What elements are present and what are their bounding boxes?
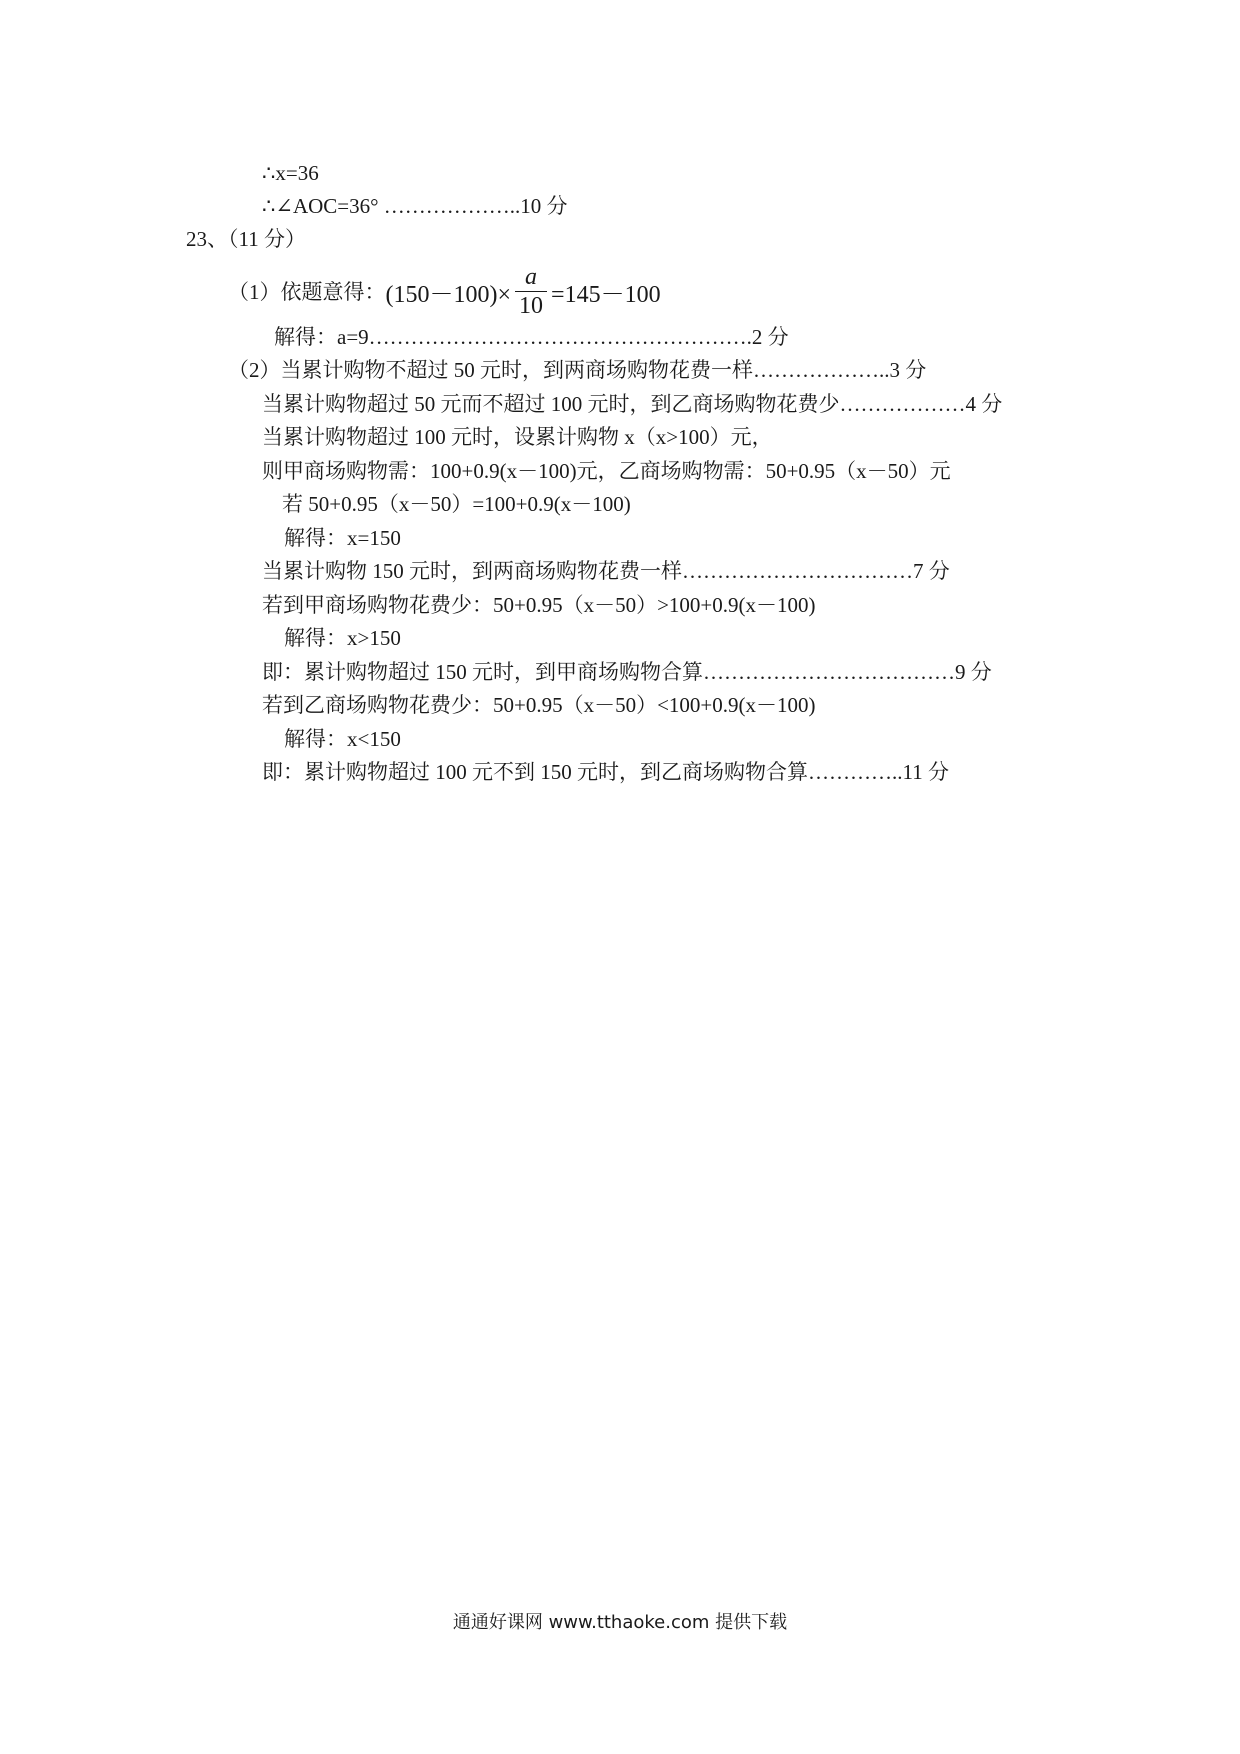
part-2-line-1: （2）当累计购物不超过 50 元时，到两商场购物花费一样………………..3 分 [228,358,927,382]
equation-math [386,263,661,320]
part-2-line-9: 解得：x>150 [284,626,401,650]
equation-right: =145－100 [551,281,661,308]
part-2-line-5: 若 50+0.95（x－50）=100+0.9(x－100) [282,492,631,516]
part-2-line-4: 则甲商场购物需：100+0.9(x－100)元，乙商场购物需：50+0.95（x－50）元 [262,459,951,483]
part-2-line-2: 当累计购物超过 50 元而不超过 100 元时，到乙商场购物花费少………………4 分 [262,392,1003,416]
part-2-line-3: 当累计购物超过 100 元时，设累计购物 x（x>100）元， [262,425,773,449]
part-2-line-12: 解得：x<150 [284,727,401,751]
solution-line-a-9: 解得：a=9……………………………………………….2 分 [274,325,789,349]
fraction-denominator: 10 [519,292,544,319]
equation-left: (150－100)× [385,281,512,308]
part-2-line-8: 若到甲商场购物花费少：50+0.95（x－50）>100+0.9(x－100) [262,593,816,617]
equation-prefix: （1）依题意得： [228,280,386,304]
equation-part-1 [228,258,661,324]
question-23-heading: 23、（11 分） [186,227,306,251]
solution-line-x-36: ∴x=36 [262,161,319,185]
solution-line-angle-aoc: ∴∠AOC=36° ………………..10 分 [262,194,568,218]
page-footer: 通通好课网 www.tthaoke.com 提供下载 [452,1612,788,1633]
part-2-line-13: 即：累计购物超过 100 元不到 150 元时，到乙商场购物合算…………..11 分 [262,760,949,784]
part-2-line-11: 若到乙商场购物花费少：50+0.95（x－50）<100+0.9(x－100) [262,693,816,717]
fraction [515,263,547,320]
part-2-line-6: 解得：x=150 [284,526,401,550]
part-2-line-7: 当累计购物 150 元时，到两商场购物花费一样……………………………7 分 [262,559,950,583]
part-2-line-10: 即：累计购物超过 150 元时，到甲商场购物合算………………………………9 分 [262,660,992,684]
fraction-numerator: a [525,263,538,290]
